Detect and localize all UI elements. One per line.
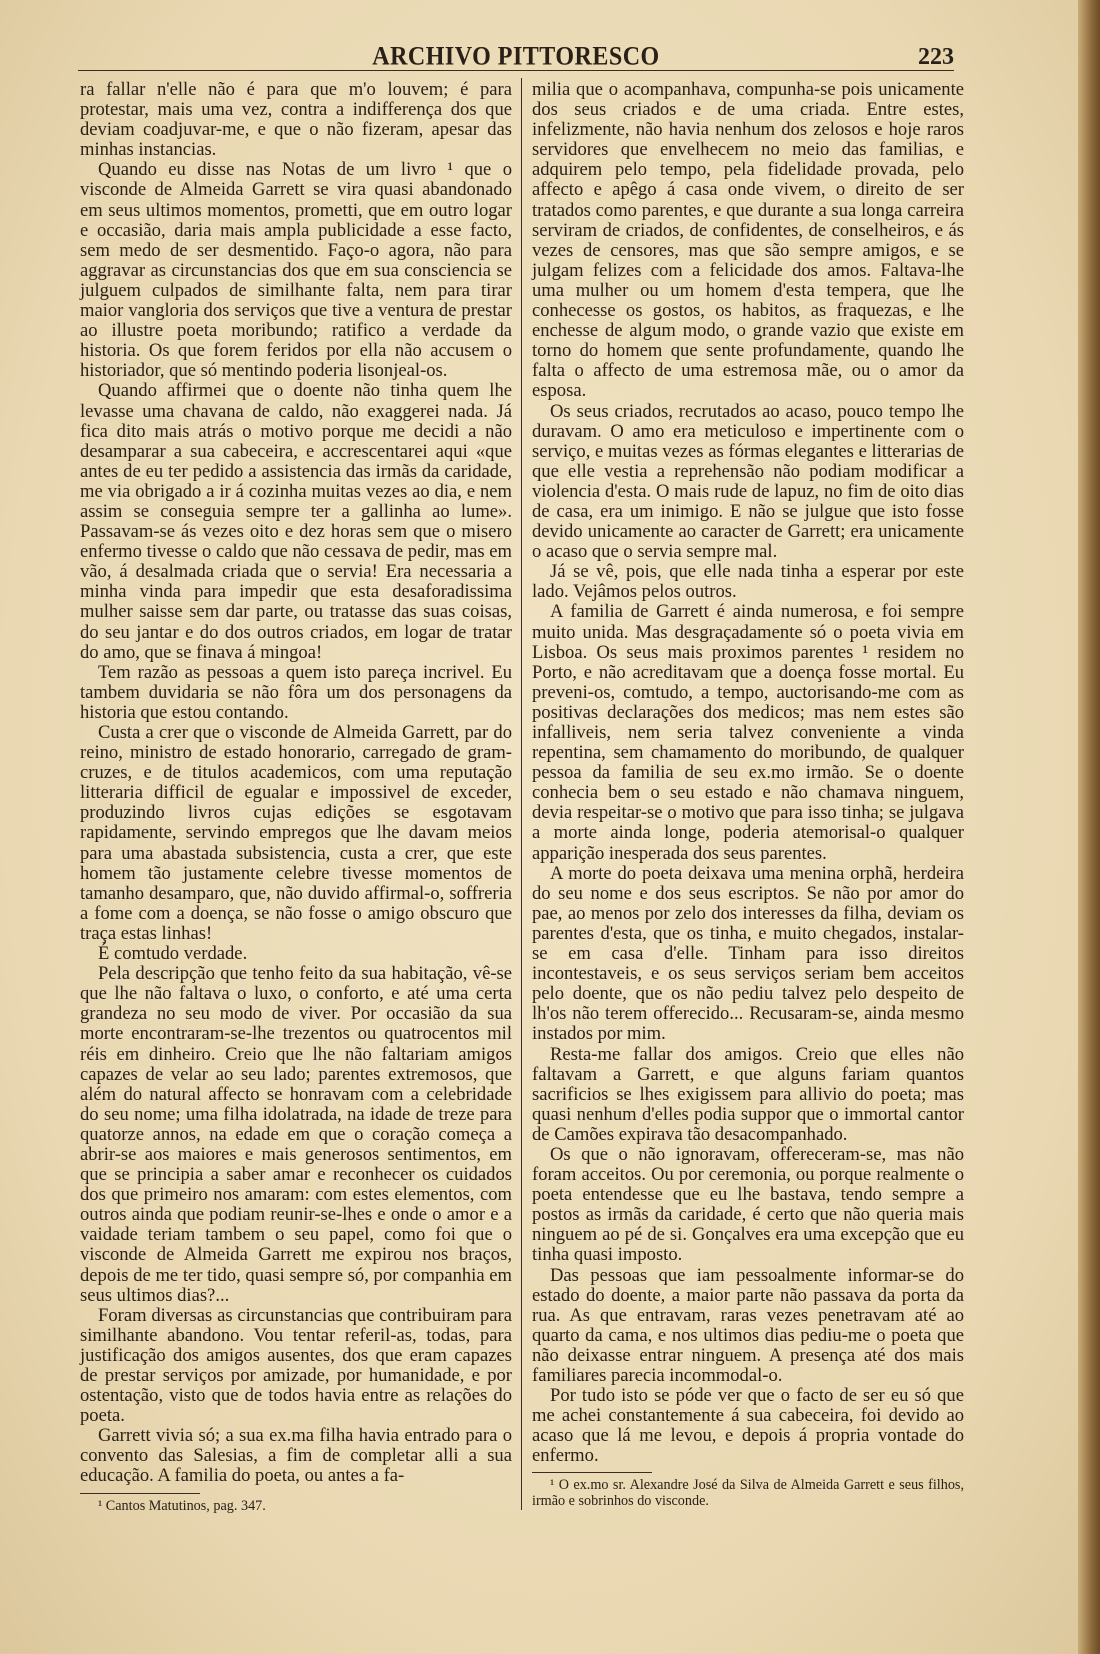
paragraph: A familia de Garrett é ainda numerosa, e foi sempre muito unida. Mas desgraçadamente só o poeta vivia em Lisboa. Os seus mais proximos parentes ¹ residem no Porto, e não acreditavam que a doença fosse mortal. Eu preveni-os, comtudo, a tempo, auctorisando-me com as positivas declarações dos medicos; mas nem estes são infalliveis, nem seria talvez conveniente a vinda repentina, sem chamamento do moribundo, de qualquer pessoa da familia de seu ex.mo irmão. Se o doente conhecia bem o seu estado e não chamava ninguem, devia respeitar-se o motivo que para isso tinha; se julgava a morte ainda longe, poderia atemorisal-o qualquer apparição inesperada dos seus parentes.: [532, 601, 964, 864]
paragraph: Já se vê, pois, que elle nada tinha a esperar por este lado. Vejâmos pelos outros.: [532, 561, 964, 603]
paragraph: Pela descripção que tenho feito da sua habitação, vê-se que lhe não faltava o luxo, o conforto, e até uma certa grandeza no seu modo de viver. Por occasião da sua morte encontraram-se-lhe trezentos ou quatrocentos mil réis em dinheiro. Creio que lhe não faltariam amigos capazes de velar ao seu lado; parentes extremosos, que além do natural affecto se honravam com a celebridade do seu nome; uma filha idolatrada, na idade de treze para quatorze annos, na edade em que o coração começa a abrir-se aos maiores e mais generosos sentimentos, em que se principia a saber amar e reconhecer os cuidados dos que primeiro nos amaram: com estes elementos, com outros ainda que podiam reunir-se-lhes e onde o amor e a vaidade teriam tambem o seu papel, como foi que o visconde de Almeida Garrett me expirou nos braços, depois de me ter tido, quasi sempre só, por companhia em seus ultimos dias?...: [80, 963, 512, 1306]
paragraph: ra fallar n'elle não é para que m'o louvem; é para protestar, mais uma vez, contra a indifferença dos que deviam coadjuvar-me, e que o não fizeram, apesar das minhas instancias.: [80, 79, 512, 161]
paragraph: Custa a crer que o visconde de Almeida Garrett, par do reino, ministro de estado honorario, carregado de gram-cruzes, e de titulos academicos, com uma reputação litteraria difficil de egualar e impossivel de exceder, produzindo livros cujas edições se esgotavam rapidamente, servindo empregos que lhe davam meios para uma abastada subsistencia, custa a crer, que este homem tão justamente celebre tivesse momentos de tamanho desamparo, que, não duvido affirmal-o, soffreria a fome com a doença, se não fosse o amigo obscuro que traça estas linhas!: [80, 722, 512, 944]
paragraph: Por tudo isto se póde ver que o facto de ser eu só que me achei constantemente á sua cabeceira, foi devido ao acaso que lá me levou, e depois á propria vontade do enfermo.: [532, 1385, 964, 1467]
footnote: ¹ O ex.mo sr. Alexandre José da Silva de Almeida Garrett e seus filhos, irmão e sobrinhos do visconde.: [532, 1477, 964, 1510]
paragraph: Garrett vivia só; a sua ex.ma filha havia entrado para o convento das Salesias, a fim de completar alli a sua educação. A familia do poeta, ou antes a fa-: [80, 1425, 512, 1487]
paragraph: A morte do poeta deixava uma menina orphã, herdeira do seu nome e dos seus escriptos. Se não por amor do pae, ao menos por zelo dos interesses da filha, deviam os parentes d'esta, que os tinha, e muito chegados, instalar-se em casa d'elle. Tinham para isso direitos incontestaveis, e os seus serviços seriam bem acceitos pelo doente, que os não pediu talvez pelo despeito de lh'os não terem offerecido... Recusaram-se, ainda mesmo instados por mim.: [532, 862, 964, 1045]
paragraph: É comtudo verdade.: [98, 943, 248, 965]
page-number: 223: [918, 44, 954, 70]
left-column: [80, 80, 512, 1616]
paragraph: Das pessoas que iam pessoalmente informar-se do estado do doente, a maior parte não passava da porta da rua. As que entravam, raras vezes penetravam até ao quarto da cama, e nos ultimos dias pediu-me o poeta que não deixasse entrar ninguem. A presença até dos mais familiares parecia incommodal-o.: [532, 1264, 964, 1386]
paragraph: Quando eu disse nas Notas de um livro ¹ que o visconde de Almeida Garrett se vira quasi abandonado em seus ultimos momentos, prometti, que em outro logar e occasião, daria mais ampla publicidade a esse facto, sem medo de ser desmentido. Faço-o agora, não para aggravar as circunstancias dos que em sua consciencia se julguem culpados de similhante falta, nem para tirar maior vangloria dos serviços que tive a ventura de prestar ao illustre poeta moribundo; ratifico a verdade da historia. Os que forem feridos por ella não accusem o historiador, que só mentindo poderia lisonjeal-os.: [80, 159, 512, 382]
paragraph: Os que o não ignoravam, offereceram-se, mas não foram acceitos. Ou por ceremonia, ou porque realmente o poeta entendesse que eu lhe bastava, tendo sempre a postos as irmãs da caridade, é certo que não queria mais ninguem ao pé de si. Gonçalves era uma excepção que eu tinha quasi imposto.: [532, 1143, 964, 1266]
paragraph: Tem razão as pessoas a quem isto pareça incrivel. Eu tambem duvidaria se não fôra um dos personagens da historia que estou contando.: [80, 661, 512, 723]
publication-title: ARCHIVO PITTORESCO: [372, 42, 660, 71]
book-spine-edge: [1078, 0, 1100, 1654]
column-divider: [521, 78, 522, 1510]
page-header: [78, 40, 954, 71]
paragraph: milia que o acompanhava, compunha-se pois unicamente dos seus criados e de uma criada. Entre estes, infelizmente, não havia nenhum dos zelosos e hoje raros servidores que envelhecem no meio das familias, e adquirem pelo tempo, pela fidelidade provada, pelo affecto e apêgo á casa onde vivem, o direito de ser tratados como parentes, e que durante a sua longa carreira serviram de criados, de confidentes, de conselheiros, e ás vezes de censores, mas que são sempre amigos, e se julgam felizes com a felicidade dos amos. Faltava-lhe uma mulher ou um homem d'esta tempera, que lhe conhecesse os gostos, os habitos, as fraquezas, e lhe enchesse de algum modo, o grande vazio que existe em torno do homem que sente profundamente, quando lhe falta o affecto de uma estremosa mãe, ou o amor da esposa.: [532, 79, 964, 402]
paragraph: Os seus criados, recrutados ao acaso, pouco tempo lhe duravam. O amo era meticuloso e impertinente com o serviço, e muitas vezes as fórmas elegantes e litterarias de que elle vestia a reprehensão não podiam modificar a violencia d'esta. O mais rude de lapuz, no fim de oito dias de casa, era um inimigo. E não se julgue que isto fosse devido unicamente ao caracter de Garrett; era unicamente o acaso que o servia sempre mal.: [532, 400, 964, 563]
paragraph: Resta-me fallar dos amigos. Creio que elles não faltavam a Garrett, e que alguns fariam quantos sacrificios se lhes exigissem para allivio do poeta; mas quasi nenhum d'elles podia suppor que o immortal cantor de Camões expirava tão desacompanhado.: [532, 1043, 964, 1145]
footnote-rule: [532, 1472, 652, 1473]
paragraph: Foram diversas as circunstancias que contribuiram para similhante abandono. Vou tentar referil-as, todas, para justificação dos amigos ausentes, dos que eram capazes de prestar serviços por amizade, por humanidade, e por ostentação, visto que de todos havia entre as relações do poeta.: [80, 1304, 512, 1427]
right-column: [532, 80, 964, 1616]
footnote-rule: [80, 1493, 200, 1494]
footnote: ¹ Cantos Matutinos, pag. 347.: [98, 1497, 266, 1514]
paragraph: Quando affirmei que o doente não tinha quem lhe levasse uma chavana de caldo, não exaggerei nada. Já fica dito mais atrás o motivo porque me decidi a não desamparar a sua cabeceira, e accrescentarei aqui «que antes de eu ter pedido a assistencia das irmãs da caridade, me via obrigado a ir á cozinha muitas vezes ao dia, e nem assim se conseguia sempre ter a gallinha ao lume». Passavam-se ás vezes oito e dez horas sem que o misero enfermo tivesse o caldo que não cessava de pedir, mas em vão, á desalmada criada que o servia! Era necessaria a minha vinda para impedir que esta desaforadissima mulher saisse sem dar parte, ou tratasse das suas coisas, do seu jantar e do dos outros criados, em logar de tratar do amo, que se finava á mingoa!: [80, 380, 512, 663]
